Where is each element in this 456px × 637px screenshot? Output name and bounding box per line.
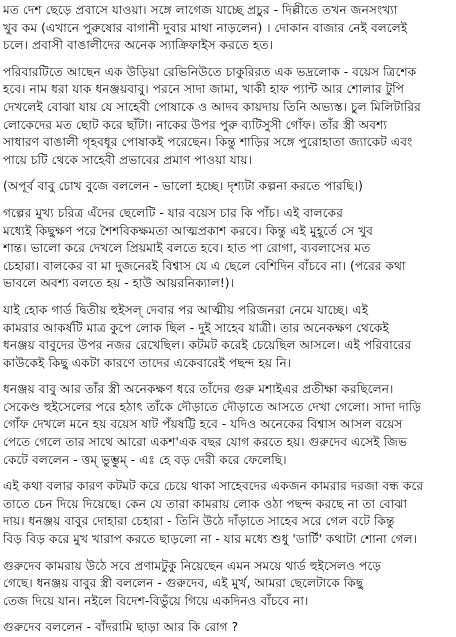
text-line: দেখলেই বোঝা যায় যে সাহেবী পোষাকে ও আদব কায়দায় তিনি অভ্যস্ত। চুল মিলিটারির	[3, 99, 421, 114]
text-line: মধ্যেই কিছুক্ষণ পরে শৈশবিকক্ষমতা আত্মপ্রকাশ করবে। কিন্তু এই মুহূর্তে সে খুব	[3, 223, 373, 238]
text-line: খুব কম (এখানে পুরুষোর বাগানী দুবার মাথা নাড়লেন) । দোকান বাজার নেই বললেই	[3, 20, 408, 35]
paragraph-1	[3, 2, 452, 55]
text-line: পায়ে চটি থেকে সাহেবী প্রভাবের প্রমাণ পাওয়া যায়।	[3, 152, 253, 167]
text-line: গুরুদেব বললেন - বাঁদরামি ছাড়া আর কি রোগ ?	[3, 620, 239, 635]
text-line: লোকেদের মত ছোট করে ছাঁটা। নাকের উপর পুরু ব্যটিসুসী গোঁফ। তাঁর স্ত্রী অবশ্য	[3, 117, 387, 132]
text-line: ভাবলে অবশ্য বলতে হয় - হাউ আয়রনিক্যাল!)।	[3, 276, 235, 291]
paragraph-2	[3, 64, 452, 170]
text-line: হবে। নাম ধরা যাক ধনঞ্জয়বাবু। পরনে সাদা জামা, খাকী হাফ প্যান্ট আর শোলার টুপি	[3, 82, 405, 97]
text-line: মত দেশ ছেড়ে প্রবাসে যাওয়া। সঙ্গে লাগেজ যাচ্ছে প্রচুর - দিল্লীতে তখন জনসংখ্যা	[3, 3, 398, 17]
text-line: তেজ দিয়ে যান। নইলে বিদেশ-বিভুঁয়ে গিয়ে একদিনও বাঁচবে না।	[3, 593, 309, 608]
text-line: পেতে গেলে তার সাথে আরো একশ'এক বছর যোগ করতে হয়। গুরুদেব এসেই জিভ	[3, 435, 408, 450]
paragraph-7	[3, 478, 452, 548]
text-line: ধনঞ্জয় বাবু আর তাঁর স্ত্রী অনেকক্ষণ ধরে তাঁদের গুরু মশাইএর প্রতীক্ষা করছিলেন।	[3, 382, 394, 397]
text-line: যাই হোক গার্ড দ্বিতীয় হুইসল্ দেবার পর আত্মীয় পরিজনরা নেমে যাচ্ছে। এই	[3, 302, 369, 317]
text-line: এই কথা বলার কারণ কটমট করে চেয়ে থাকা সাহেবদের একজন কামরার দরজা বন্ধ করে	[3, 479, 424, 494]
text-line: (অপূর্ব বাবু চোখ বুজে বললেন - ভালো হচ্ছে। দৃশ্যটা কল্পনা করতে পারছি।)	[3, 179, 363, 194]
text-line: সেকেণ্ড হুইসেলের পরে হঠাৎ তাঁকে দৌড়াতে দৌড়াতে আসতে দেখা গেলো। সাদা দাড়ি	[3, 399, 422, 414]
paragraph-8	[3, 558, 452, 611]
paragraph-6	[3, 381, 452, 469]
text-line: গুরুদেব কামরায় উঠে সবে প্রণামটুকু নিয়েছেন এমন সময়ে থার্ড হুইসেলও পড়ে	[3, 558, 382, 573]
text-line: ধনঞ্জয় বাবুদের উপর নজর রেখেছিল। কটমট করেই চেয়েছিল আসলে। এই পরিবারের	[3, 338, 412, 353]
text-line: শান্ত। ভালো করে দেখলে প্রিয়মাই বলতে হবে। হাত পা রোগা, ব্যবলাসের মত	[3, 241, 371, 256]
text-line: গেছে। ধনঞ্জয় বাবুর স্ত্রী বললেন - গুরুদেব, এই মুর্খ, আমরা ছেলেটাকে কিছু	[3, 576, 364, 591]
text-line: গল্পের মুখ্য চরিত্র এঁদের ছেলেটি - যার বয়েস চার কি পাঁচ। এই বালকের	[3, 205, 343, 220]
paragraph-9	[3, 619, 452, 637]
text-line: সাধারণ বাঙালী গৃহবধূর পোষাকই পরেছেন। কিন্তু শাড়ির সঙ্গে পুরোহাতা জ্যাকেট এবং	[3, 135, 413, 150]
text-line: পরিবারটিতে আছেন এক উড়িয়া রেভিনিউতে চাকুরিরত এক ভদ্রলোক - বয়েস ত্রিশেক	[3, 64, 417, 79]
text-line: চলে। প্রবাসী বাঙালীদের অনেক স্যাক্রিফাইস করতে হত।	[3, 38, 274, 53]
text-line: বিড় বিড় করে মুখ খারাপ করতে ছাড়লো না - যার মধ্যে শুধু 'ডার্টি' কথাটা শোনা গেল।	[3, 532, 418, 547]
paragraph-5	[3, 302, 452, 372]
text-line: কেটে বললেন - ত্তম্ ভুম্ভুম্ - এঃ হে বড় দেরী করে ফেলেছি।	[3, 452, 287, 467]
text-line: কাউকেই কিছু একটা কারণে তাদের একেবারেই পছন্দ হয় নি।	[3, 355, 292, 370]
text-line: চেহারা। বালকের বা মা দুজনেরই বিশ্বাস যে এ ছেলে বেশিদিন বাঁচবে না। (পরের কথা	[3, 258, 406, 273]
text-line: তাতে চেন দিয়ে দিয়েছে। কেন যে তারা কামরায় লোক ওঠা পছন্দ করছে না তা বোঝা	[3, 496, 408, 511]
text-line: দায়। ধনঞ্জয় বাবুর দোহারা চেহারা - তিনি উঠে দাঁড়াতে সাহেব সরে গেল বটে কিন্তু	[3, 514, 395, 529]
paragraph-4	[3, 205, 452, 293]
text-line: কামরার আকর্ষটি মাত্র কুপে লোক ছিল - দুই সাহেব যাত্রী। তার অনেকক্ষণ থেকেই	[3, 320, 389, 335]
text-line: গোঁফ দেখলে মনে হয় বয়েস ষাট পঁয়ষট্টি হবে - যদিও অনেকের বিশ্বাস আসল বয়েস	[3, 417, 403, 432]
paragraph-3	[3, 178, 452, 196]
